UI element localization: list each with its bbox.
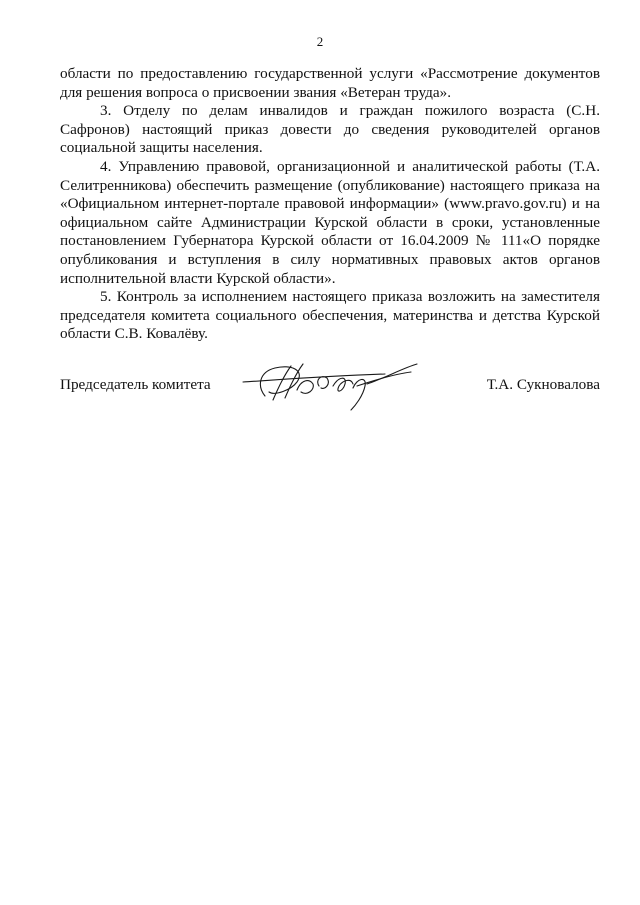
document-body <box>60 65 600 344</box>
paragraph-5: 5. Контроль за исполнением настоящего приказа возложить на заместителя председателя комитета социального обеспечения, материнства и детства Курской области С.В. Ковалёву. <box>60 288 600 343</box>
signature-block <box>60 376 600 416</box>
signatory-title: Председатель комитета <box>60 376 211 393</box>
signatory-name: Т.А. Сукновалова <box>486 376 600 393</box>
paragraph-continuation: области по предоставлению государственной услуги «Рассмотрение документов для решения вопроса о присвоении звания «Ветеран труда». <box>60 65 600 101</box>
page-number: 2 <box>316 34 324 49</box>
paragraph-4: 4. Управлению правовой, организационной и аналитической работы (Т.А. Селитренникова) обеспечить размещение (опубликование) настоящего приказа на «Официальном интернет-портале правовой информации» (www.pravo.gov.ru) и на официальном сайте Администрации Курской области в сроки, установленные постановлением Губернатора Курской области от 16.04.2009 № 111«О порядке опубликования и вступления в силу нормативных правовых актов органов исполнительной власти Курской области». <box>60 157 600 287</box>
paragraph-3: 3. Отделу по делам инвалидов и граждан пожилого возраста (С.Н. Сафронов) настоящий приказ довести до сведения руководителей органов социальной защиты населения. <box>60 102 600 157</box>
handwritten-signature <box>235 356 435 414</box>
